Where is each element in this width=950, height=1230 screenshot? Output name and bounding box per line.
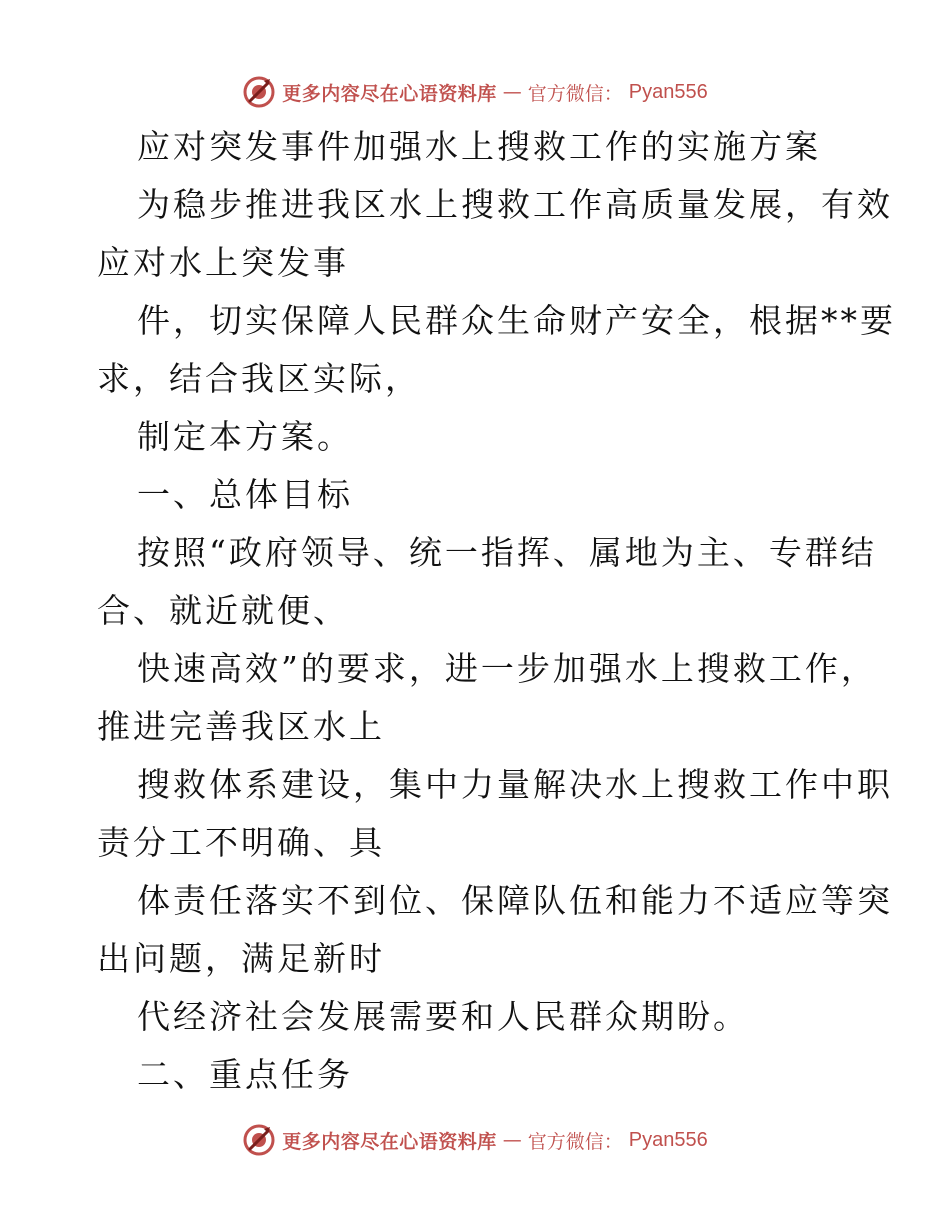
watermark-text: 更多内容尽在心语资料库 <box>282 82 497 105</box>
section-heading: 二、重点任务 <box>137 1055 353 1094</box>
text-line: 求，结合我区实际， <box>97 359 421 398</box>
text-line: 按照“政府领导、统一指挥、属地为主、专群结 <box>137 533 877 572</box>
text-line: 推进完善我区水上 <box>97 707 385 746</box>
document-body <box>97 118 896 1104</box>
text-line: 合、就近就便、 <box>97 591 349 630</box>
text-line: 搜救体系建设，集中力量解决水上搜救工作中职 <box>137 765 893 804</box>
watermark-dash: — <box>502 81 522 103</box>
text-line: 为稳步推进我区水上搜救工作高质量发展，有效 <box>137 185 893 224</box>
text-line: 代经济社会发展需要和人民群众期盼。 <box>137 997 749 1036</box>
text-line: 快速高效”的要求，进一步加强水上搜救工作， <box>137 649 877 688</box>
footer-watermark <box>0 1120 950 1160</box>
text-line: 体责任落实不到位、保障队伍和能力不适应等突 <box>137 881 893 920</box>
watermark-text: 更多内容尽在心语资料库 <box>282 1130 497 1153</box>
brand-logo-icon <box>242 75 276 109</box>
text-line: 责分工不明确、具 <box>97 823 385 862</box>
document-title: 应对突发事件加强水上搜救工作的实施方案 <box>137 127 821 166</box>
header-watermark <box>0 72 950 112</box>
watermark-official-label: 官方微信： <box>527 1130 623 1153</box>
text-line: 出问题，满足新时 <box>97 939 385 978</box>
brand-logo-icon <box>242 1123 276 1157</box>
watermark-wechat-id: Pyan556 <box>628 1128 708 1151</box>
text-line: 制定本方案。 <box>137 417 353 456</box>
text-line: 件，切实保障人民群众生命财产安全，根据**要 <box>137 301 896 340</box>
text-line: 应对水上突发事 <box>97 243 349 282</box>
watermark-official-label: 官方微信： <box>527 82 623 105</box>
watermark-dash: — <box>502 1129 522 1151</box>
section-heading: 一、总体目标 <box>137 475 353 514</box>
watermark-wechat-id: Pyan556 <box>628 80 708 103</box>
